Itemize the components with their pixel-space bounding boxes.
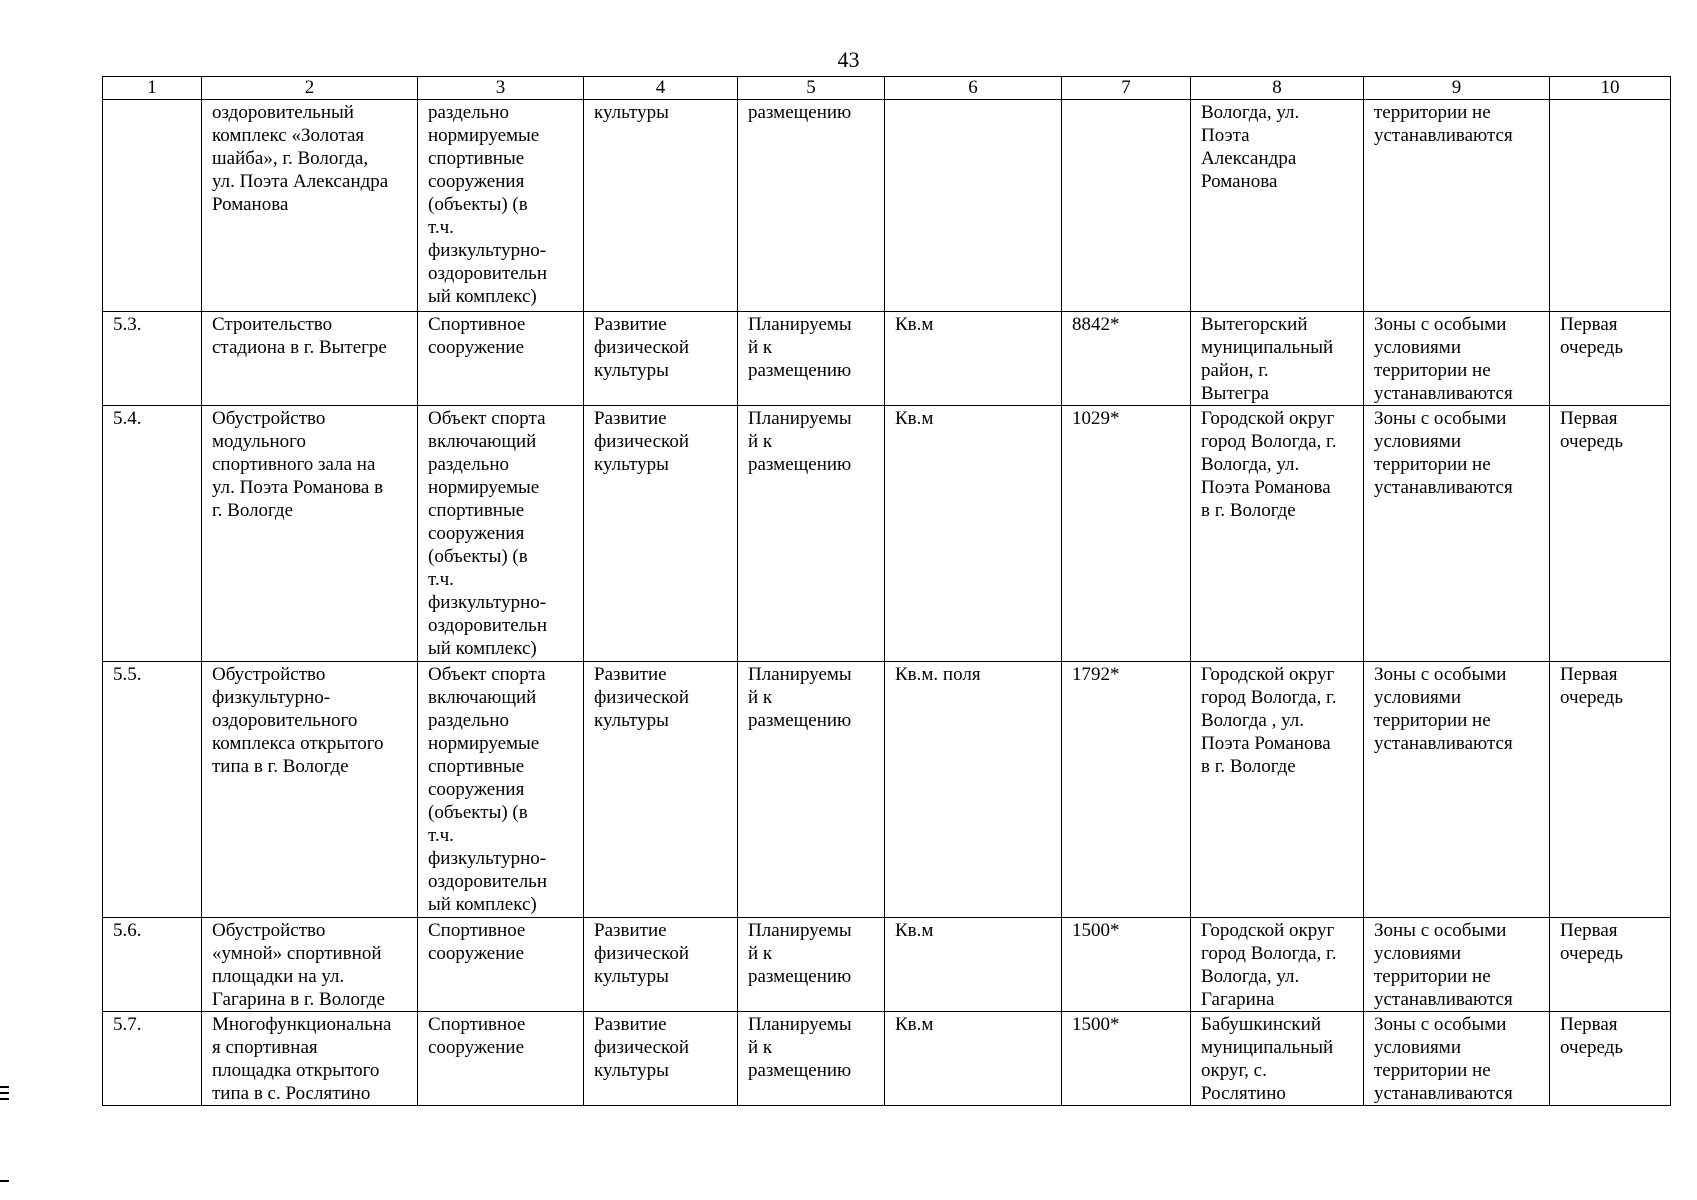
capacity — [1062, 100, 1191, 312]
status: Планируемы й к размещению — [738, 312, 885, 406]
unit: Кв.м — [885, 406, 1062, 662]
item-number — [103, 100, 202, 312]
zones: Зоны с особыми условиями территории не устанавливаются — [1364, 662, 1550, 918]
item-number: 5.7. — [103, 1012, 202, 1106]
objects-table — [102, 76, 1671, 1106]
column-number: 8 — [1191, 77, 1364, 100]
column-number: 9 — [1364, 77, 1550, 100]
column-number: 1 — [103, 77, 202, 100]
unit: Кв.м — [885, 1012, 1062, 1106]
purpose: Развитие физической культуры — [584, 918, 738, 1012]
capacity: 1792* — [1062, 662, 1191, 918]
zones: территории не устанавливаются — [1364, 100, 1550, 312]
item-number: 5.6. — [103, 918, 202, 1012]
margin-mark — [0, 1092, 9, 1094]
column-number-row — [103, 77, 1671, 100]
table-row — [103, 1012, 1671, 1106]
column-number: 10 — [1550, 77, 1671, 100]
item-number: 5.5. — [103, 662, 202, 918]
stage: Первая очередь — [1550, 1012, 1671, 1106]
object-name: Строительство стадиона в г. Вытегре — [202, 312, 418, 406]
unit — [885, 100, 1062, 312]
object-type: Спортивное сооружение — [418, 312, 584, 406]
object-type: раздельно нормируемые спортивные сооружения (объекты) (в т.ч. физкультурно- оздоровительн ый комплекс) — [418, 100, 584, 312]
unit: Кв.м — [885, 312, 1062, 406]
stage: Первая очередь — [1550, 662, 1671, 918]
purpose: Развитие физической культуры — [584, 406, 738, 662]
column-number: 6 — [885, 77, 1062, 100]
status: размещению — [738, 100, 885, 312]
purpose: Развитие физической культуры — [584, 312, 738, 406]
location: Вологда, ул. Поэта Александра Романова — [1191, 100, 1364, 312]
zones: Зоны с особыми условиями территории не устанавливаются — [1364, 1012, 1550, 1106]
object-name: Многофункциональна я спортивная площадка открытого типа в с. Рослятино — [202, 1012, 418, 1106]
object-name: Обустройство модульного спортивного зала на ул. Поэта Романова в г. Вологде — [202, 406, 418, 662]
object-type: Спортивное сооружение — [418, 1012, 584, 1106]
object-name: Обустройство физкультурно- оздоровительного комплекса открытого типа в г. Вологде — [202, 662, 418, 918]
column-number: 4 — [584, 77, 738, 100]
page-number: 43 — [837, 47, 860, 72]
zones: Зоны с особыми условиями территории не устанавливаются — [1364, 312, 1550, 406]
zones: Зоны с особыми условиями территории не устанавливаются — [1364, 918, 1550, 1012]
status: Планируемы й к размещению — [738, 1012, 885, 1106]
capacity: 1029* — [1062, 406, 1191, 662]
column-number: 3 — [418, 77, 584, 100]
location: Городской округ город Вологда, г. Вологда, ул. Гагарина — [1191, 918, 1364, 1012]
capacity: 8842* — [1062, 312, 1191, 406]
object-name: оздоровительный комплекс «Золотая шайба», г. Вологда, ул. Поэта Александра Романова — [202, 100, 418, 312]
stage: Первая очередь — [1550, 312, 1671, 406]
unit: Кв.м — [885, 918, 1062, 1012]
status: Планируемы й к размещению — [738, 662, 885, 918]
capacity: 1500* — [1062, 1012, 1191, 1106]
unit: Кв.м. поля — [885, 662, 1062, 918]
location: Городской округ город Вологда, г. Вологда , ул. Поэта Романова в г. Вологде — [1191, 662, 1364, 918]
margin-mark — [0, 1098, 9, 1100]
location: Городской округ город Вологда, г. Вологда, ул. Поэта Романова в г. Вологде — [1191, 406, 1364, 662]
column-number: 2 — [202, 77, 418, 100]
table-row — [103, 312, 1671, 406]
stage: Первая очередь — [1550, 918, 1671, 1012]
location: Вытегорский муниципальный район, г. Вытегра — [1191, 312, 1364, 406]
column-number: 7 — [1062, 77, 1191, 100]
zones: Зоны с особыми условиями территории не устанавливаются — [1364, 406, 1550, 662]
capacity: 1500* — [1062, 918, 1191, 1012]
status: Планируемы й к размещению — [738, 918, 885, 1012]
object-name: Обустройство «умной» спортивной площадки на ул. Гагарина в г. Вологде — [202, 918, 418, 1012]
object-type: Спортивное сооружение — [418, 918, 584, 1012]
item-number: 5.4. — [103, 406, 202, 662]
object-type: Объект спорта включающий раздельно нормируемые спортивные сооружения (объекты) (в т.ч. физкультурно- оздоровительн ый комплекс) — [418, 406, 584, 662]
column-number: 5 — [738, 77, 885, 100]
purpose: Развитие физической культуры — [584, 1012, 738, 1106]
purpose: Развитие физической культуры — [584, 662, 738, 918]
table-row — [103, 406, 1671, 662]
purpose: культуры — [584, 100, 738, 312]
stage — [1550, 100, 1671, 312]
table-row — [103, 918, 1671, 1012]
table-row — [103, 100, 1671, 312]
margin-mark — [0, 1086, 9, 1088]
margin-mark — [0, 1180, 9, 1182]
table-row — [103, 662, 1671, 918]
status: Планируемы й к размещению — [738, 406, 885, 662]
object-type: Объект спорта включающий раздельно нормируемые спортивные сооружения (объекты) (в т.ч. физкультурно- оздоровительн ый комплекс) — [418, 662, 584, 918]
stage: Первая очередь — [1550, 406, 1671, 662]
location: Бабушкинский муниципальный округ, с. Рослятино — [1191, 1012, 1364, 1106]
item-number: 5.3. — [103, 312, 202, 406]
